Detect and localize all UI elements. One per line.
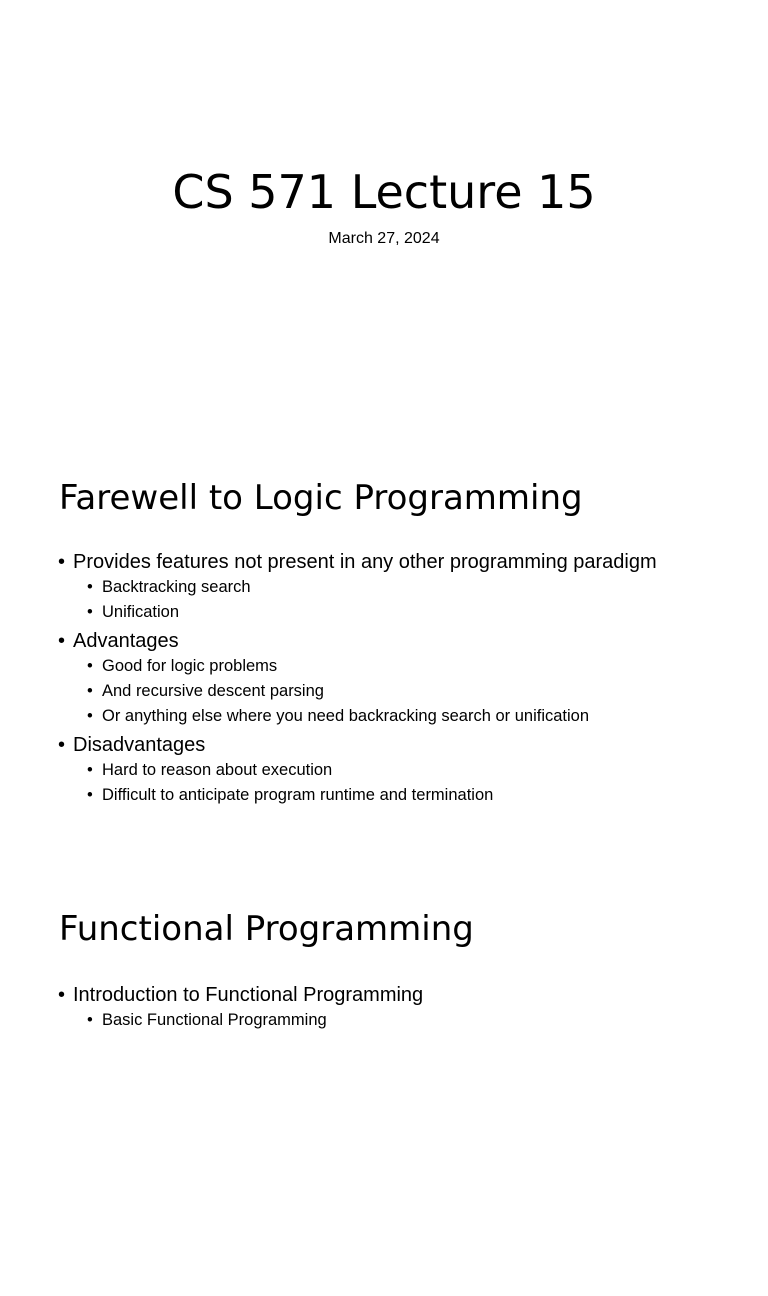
lecture-title: CS 571 Lecture 15 bbox=[172, 165, 596, 219]
title-slide bbox=[0, 0, 768, 432]
bullet-group bbox=[58, 549, 657, 625]
bullet-list bbox=[58, 982, 423, 1033]
bullet-group bbox=[58, 982, 423, 1033]
logic-programming-slide bbox=[0, 432, 768, 864]
slide-heading: Farewell to Logic Programming bbox=[59, 478, 583, 518]
bullet-group bbox=[58, 732, 657, 808]
sub-bullet-list bbox=[58, 575, 657, 625]
sub-bullet-list bbox=[58, 1008, 423, 1033]
slide-heading: Functional Programming bbox=[59, 909, 474, 949]
bullet-item: • Introduction to Functional Programming bbox=[58, 982, 423, 1008]
sub-bullet-list bbox=[58, 758, 657, 808]
sub-bullet-item: • And recursive descent parsing bbox=[58, 679, 657, 704]
sub-bullet-item: • Or anything else where you need backracking search or unification bbox=[58, 704, 657, 729]
bullet-list bbox=[58, 549, 657, 808]
bullet-group bbox=[58, 628, 657, 729]
sub-bullet-item: • Unification bbox=[58, 600, 657, 625]
lecture-date: March 27, 2024 bbox=[328, 230, 440, 247]
sub-bullet-item: • Difficult to anticipate program runtime and termination bbox=[58, 783, 657, 808]
bullet-item: • Advantages bbox=[58, 628, 657, 654]
functional-programming-slide bbox=[0, 864, 768, 1296]
sub-bullet-item: • Basic Functional Programming bbox=[58, 1008, 423, 1033]
sub-bullet-item: • Hard to reason about execution bbox=[58, 758, 657, 783]
sub-bullet-list bbox=[58, 654, 657, 729]
sub-bullet-item: • Backtracking search bbox=[58, 575, 657, 600]
bullet-item: • Provides features not present in any other programming paradigm bbox=[58, 549, 657, 575]
bullet-item: • Disadvantages bbox=[58, 732, 657, 758]
sub-bullet-item: • Good for logic problems bbox=[58, 654, 657, 679]
